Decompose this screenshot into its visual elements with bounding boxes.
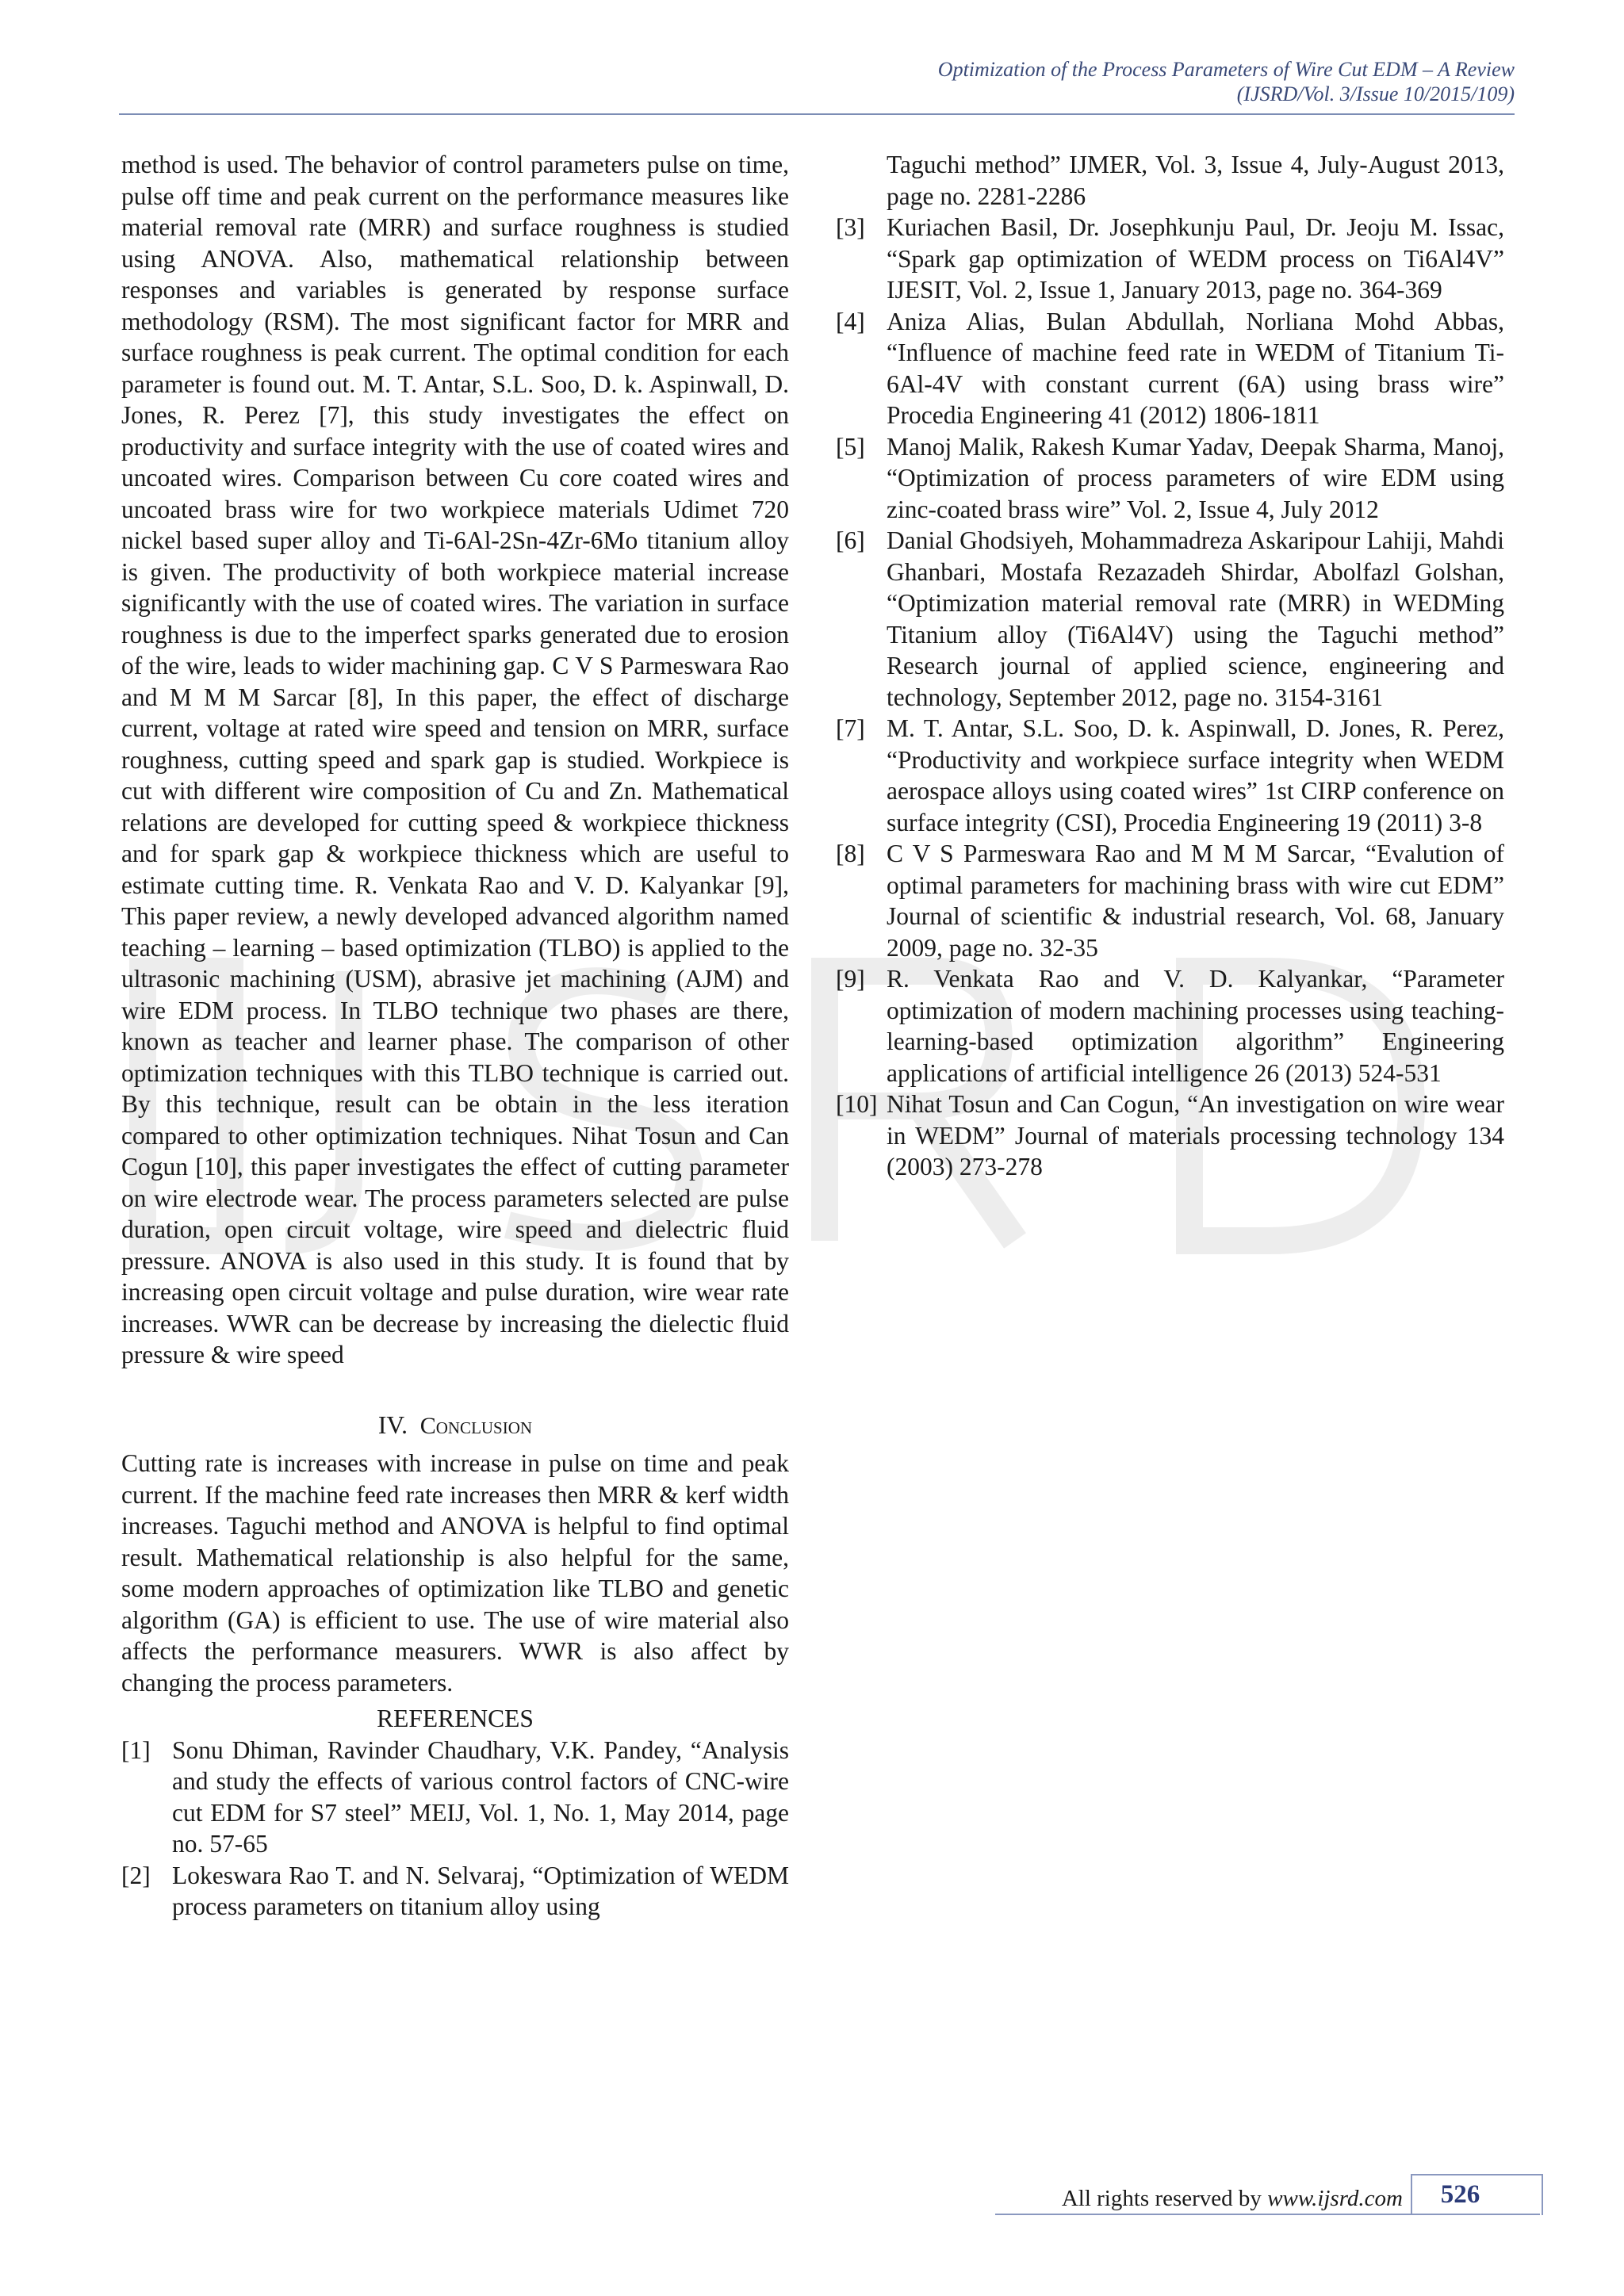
- reference-number: [3]: [836, 213, 865, 241]
- reference-number: [2]: [121, 1861, 151, 1889]
- right-column: [836, 149, 1504, 1183]
- reference-item: [836, 1089, 1504, 1183]
- reference-text: M. T. Antar, S.L. Soo, D. k. Aspinwall, D. Jones, R. Perez, “Productivity and workpiece surface integrity when WEDM aerospace alloys using coated wires” 1st CIRP conference on surface integrity (CSI), Procedia Engineering 19 (2011) 3-8: [887, 714, 1504, 836]
- section-heading-conclusion: [121, 1410, 789, 1442]
- references-heading: REFERENCES: [377, 1705, 534, 1732]
- header-citation: (IJSRD/Vol. 3/Issue 10/2015/109): [1236, 82, 1515, 105]
- left-column: [121, 149, 789, 1923]
- reference-item: [836, 212, 1504, 306]
- reference-item: [121, 1860, 789, 1923]
- conclusion-paragraph: Cutting rate is increases with increase in pulse on time and peak current. If the machine feed rate increases then MRR & kerf width increases. Taguchi method and ANOVA is helpful to find optimal result. Mathematical relationship is also helpful for the same, some modern approaches of optimization like TLBO and genetic algorithm (GA) is efficient to use. The use of wire material also affects the performance measurers. WWR is also affect by changing the process parameters.: [121, 1449, 789, 1697]
- header-title: Optimization of the Process Parameters of Wire Cut EDM – A Review: [937, 58, 1515, 81]
- reference-item: [836, 525, 1504, 713]
- footer-website-link[interactable]: www.ijsrd.com: [1267, 2186, 1403, 2211]
- footer-rights: [1062, 2185, 1403, 2212]
- reference-text: Lokeswara Rao T. and N. Selvaraj, “Optimization of WEDM process parameters on titanium alloy using: [172, 1861, 789, 1920]
- body-paragraph: method is used. The behavior of control parameters pulse on time, pulse off time and peak current on the performance measures like material removal rate (MRR) and surface roughness is studied using ANOVA. Also, mathematical relationship between responses and variables is generated by response surface methodology (RSM). The most significant factor for MRR and surface roughness is peak current. The optimal condition for each parameter is found out. M. T. Antar, S.L. Soo, D. k. Aspinwall, D. Jones, R. Perez [7], this study investigates the effect on productivity and surface integrity with the use of coated wires and uncoated wires. Comparison between Cu core coated wires and uncoated brass wire for two workpiece materials Udimet 720 nickel based super alloy and Ti-6Al-2Sn-4Zr-6Mo titanium alloy is given. The productivity of both workpiece material increase significantly with the use of coated wires. The variation in surface roughness is due to the imperfect sparks generated due to erosion of the wire, leads to wider machining gap. C V S Parmeswara Rao and M M M Sarcar [8], In this paper, the effect of discharge current, voltage at rated wire speed and tension on MRR, surface roughness, cutting speed and spark gap is studied. Workpiece is cut with different wire composition of Cu and Zn. Mathematical relations are developed for cutting speed & workpiece thickness and for spark gap & workpiece thickness which are useful to estimate cutting time. R. Venkata Rao and V. D. Kalyankar [9], This paper review, a newly developed advanced algorithm named teaching – learning – based optimization (TLBO) is applied to the ultrasonic machining (USM), abrasive jet machining (AJM) and wire EDM process. In TLBO technique two phases are there, known as teacher and learner phase. The comparison of other optimization techniques with this TLBO technique is carried out. By this technique, result can be obtain in the less iteration compared to other optimization techniques. Nihat Tosun and Can Cogun [10], this paper investigates the effect of cutting parameter on wire electrode wear. The process parameters selected are pulse duration, open circuit voltage, wire speed and dielectric fluid pressure. ANOVA is also used in this study. It is found that by increasing open circuit voltage and pulse duration, wire wear rate increases. WWR can be decrease by increasing the dielectic fluid pressure & wire speed: [121, 151, 789, 1368]
- reference-item: [836, 838, 1504, 963]
- reference-number: [9]: [836, 965, 865, 993]
- reference-item: [836, 963, 1504, 1089]
- reference-continuation: Taguchi method” IJMER, Vol. 3, Issue 4, July-August 2013, page no. 2281-2286: [887, 151, 1504, 210]
- reference-item: [836, 713, 1504, 838]
- reference-text: R. Venkata Rao and V. D. Kalyankar, “Parameter optimization of modern machining processes using teaching-learning-based optimization algorithm” Engineering applications of artificial intelligence 26 (2013) 524-531: [887, 965, 1504, 1087]
- reference-text: Aniza Alias, Bulan Abdullah, Norliana Mohd Abbas, “Influence of machine feed rate in WEDM of Titanium Ti-6Al-4V with constant current (6A) using brass wire” Procedia Engineering 41 (2012) 1806-1811: [887, 307, 1504, 429]
- reference-text: Manoj Malik, Rakesh Kumar Yadav, Deepak Sharma, Manoj, “Optimization of process parameters of wire EDM using zinc-coated brass wire” Vol. 2, Issue 4, July 2012: [887, 432, 1504, 523]
- reference-item: [836, 306, 1504, 431]
- reference-text: Nihat Tosun and Can Cogun, “An investigation on wire wear in WEDM” Journal of materials processing technology 134 (2003) 273-278: [887, 1090, 1504, 1181]
- footer-rule: [995, 2214, 1540, 2215]
- section-title: Conclusion: [419, 1412, 533, 1439]
- section-number: IV.: [377, 1410, 408, 1439]
- reference-number: [8]: [836, 840, 865, 867]
- reference-text: Sonu Dhiman, Ravinder Chaudhary, V.K. Pandey, “Analysis and study the effects of various control factors of CNC-wire cut EDM for S7 steel” MEIJ, Vol. 1, No. 1, May 2014, page no. 57-65: [172, 1735, 789, 1858]
- reference-number: [6]: [836, 526, 865, 554]
- reference-item: [121, 1735, 789, 1860]
- running-header: [119, 57, 1515, 106]
- footer-rights-text: All rights reserved by: [1061, 2186, 1268, 2211]
- reference-number: [4]: [836, 307, 865, 335]
- reference-number: [7]: [836, 714, 865, 742]
- reference-number: [10]: [836, 1090, 878, 1118]
- header-rule: [119, 113, 1515, 115]
- reference-text: Danial Ghodsiyeh, Mohammadreza Askaripour Lahiji, Mahdi Ghanbari, Mostafa Rezazadeh Shirdar, Abolfazl Golshan, “Optimization material removal rate (MRR) in WEDMing Titanium alloy (Ti6Al4V) using the Taguchi method” Research journal of applied science, engineering and technology, September 2012, page no. 3154-3161: [887, 526, 1504, 711]
- reference-number: [1]: [121, 1735, 151, 1764]
- reference-text: Kuriachen Basil, Dr. Josephkunju Paul, Dr. Jeoju M. Issac, “Spark gap optimization of WEDM process on Ti6Al4V” IJESIT, Vol. 2, Issue 1, January 2013, page no. 364-369: [887, 213, 1504, 304]
- page-number: 526: [1440, 2180, 1480, 2209]
- reference-number: [5]: [836, 432, 865, 461]
- reference-text: C V S Parmeswara Rao and M M M Sarcar, “Evalution of optimal parameters for machining brass with wire cut EDM” Journal of scientific & industrial research, Vol. 68, January 2009, page no. 32-35: [887, 840, 1504, 962]
- reference-item: [836, 431, 1504, 526]
